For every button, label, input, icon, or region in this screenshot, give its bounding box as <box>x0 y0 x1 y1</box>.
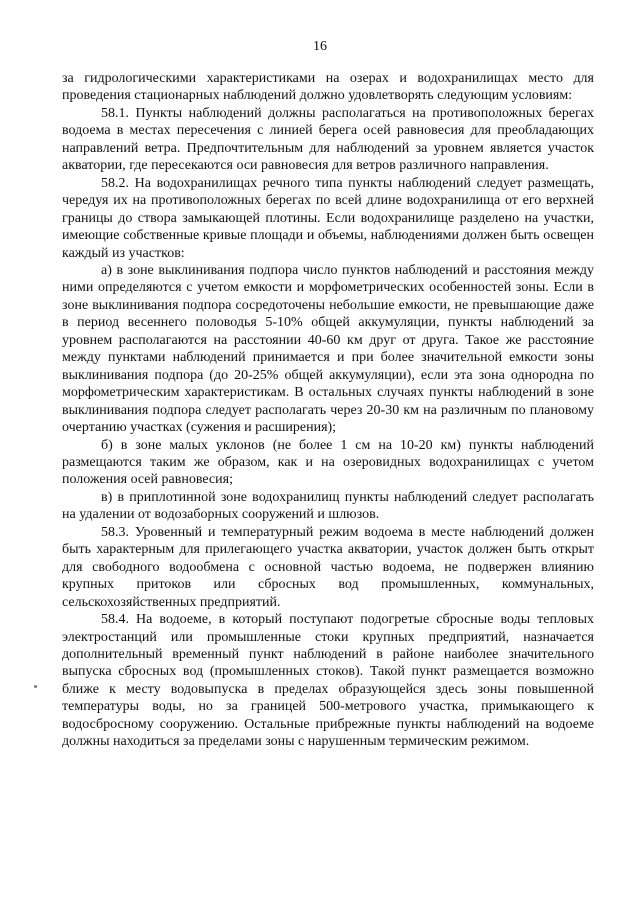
paragraph-58-2-b: б) в зоне малых уклонов (не более 1 см на 10-20 км) пункты наблюдений размещаются таким же образом, как и на озеровидных водохранилищах с учетом положения осей равновесия; <box>62 437 594 488</box>
page-body <box>62 70 594 751</box>
paragraph-58-1: 58.1. Пункты наблюдений должны располагаться на противоположных берегах водоема в местах пересечения с линией берега осей равновесия для преобладающих направлений ветра. Предпочтительным для наблюдений за уровнем является участок акватории, где пересекаются оси равновесия для ветров различного направления. <box>62 105 594 174</box>
paragraph-58-3: 58.3. Уровенный и температурный режим водоема в месте наблюдений должен быть характерным для прилегающего участка акватории, участок должен быть открыт для свободного водообмена с основной частью водоема, не подвержен влиянию крупных притоков или сбросных вод промышленных, коммунальных, сельскохозяйственных предприятий. <box>62 524 594 610</box>
paragraph-58-2: 58.2. На водохранилищах речного типа пункты наблюдений следует размещать, чередуя их на противоположных берегах по всей длине водохранилища от его верхней границы до створа замыкающей плотины. Если водохранилище разделено на участки, имеющие собственные кривые площади и объемы, наблюдениями должен быть освещен каждый из участков: <box>62 175 594 261</box>
paragraph-58-2-a: а) в зоне выклинивания подпора число пунктов наблюдений и расстояния между ними определяются с учетом емкости и морфометрических особенностей зоны. Если в зоне выклинивания подпора сосредоточены небольшие емкости, не превышающие даже в период весеннего половодья 5-10% общей аккумуляции, пункты наблюдений за уровнем располагаются на расстоянии 40-60 км друг от друга. Такое же расстояние между пунктами наблюдений принимается и при более значительной емкости зоны выклинивания подпора (до 20-25% общей аккумуляции), если эта зона однородна по морфометрическим характеристикам. В остальных случаях пункты наблюдений в зоне выклинивания подпора следует располагать через 20-30 км на различным по плановому очертанию участках (сужения и расширения); <box>62 262 594 436</box>
page-number: 16 <box>313 39 327 54</box>
paragraph-intro-continuation: за гидрологическими характеристиками на озерах и водохранилищах место для проведения стационарных наблюдений должно удовлетворять следующим условиям: <box>62 71 594 104</box>
paragraph-58-4: 58.4. На водоеме, в который поступают подогретые сбросные воды тепловых электростанций или промышленные стоки крупных предприятий, назначается дополнительный временный пункт наблюдений в районе наиболее значительного выпуска сбросных вод (промышленных стоков). Такой пункт размещается возможно ближе к месту водовыпуска в пределах образующейся здесь зоны повышенной температуры воды, но за границей 500-метрового участка, примыкающего к водосбросному сооружению. Остальные прибрежные пункты наблюдений на водоеме должны находиться за пределами зоны с нарушенным термическим режимом. <box>62 612 594 750</box>
paragraph-58-2-v: в) в приплотинной зоне водохранилищ пункты наблюдений следует располагать на удалении от водозаборных сооружений и шлюзов. <box>62 489 594 523</box>
scan-speck <box>34 685 37 688</box>
